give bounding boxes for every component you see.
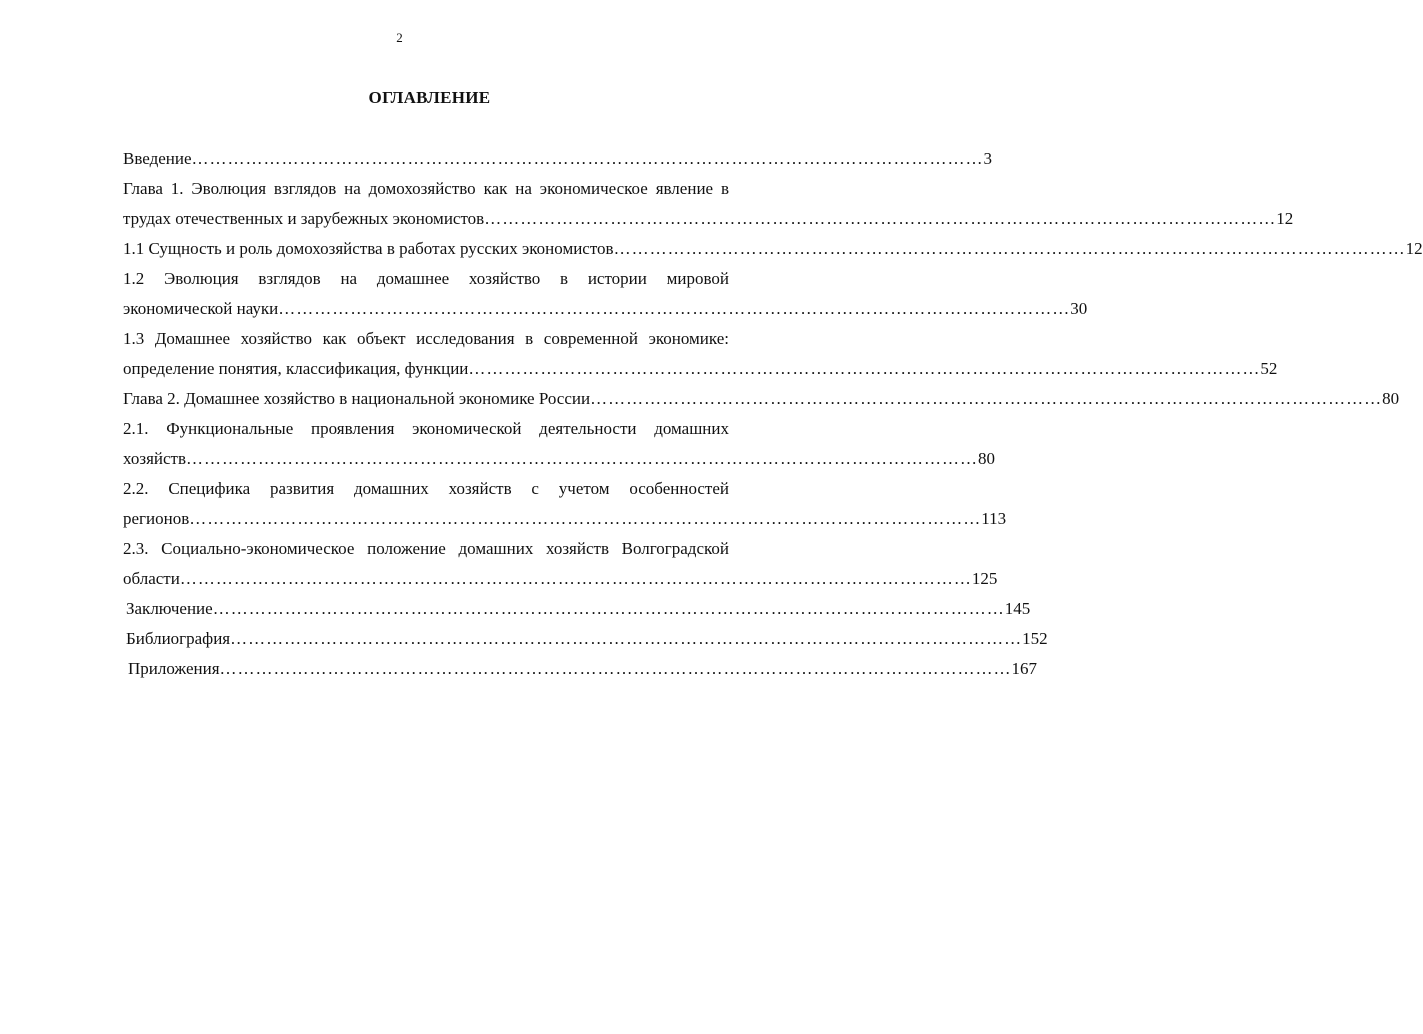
- table-of-contents: [123, 144, 1423, 684]
- toc-entry-section-2-3-line-1: 2.3. Социально-экономическое положение домашних хозяйств Волгоградской: [123, 539, 729, 558]
- toc-dot-leader: ……………………………………………………………………………………………………………………: [278, 299, 1071, 318]
- toc-entry-bibliography: [123, 624, 1048, 654]
- toc-dot-leader: ……………………………………………………………………………………………………………………: [191, 149, 984, 168]
- toc-entry-title: регионов: [123, 509, 190, 528]
- toc-dot-leader: ……………………………………………………………………………………………………………………: [219, 659, 1012, 678]
- toc-entry-section-2-2-line-1: 2.2. Специфика развития домашних хозяйств с учетом особенностей: [123, 479, 729, 498]
- toc-dot-leader: ……………………………………………………………………………………………………………………: [484, 209, 1277, 228]
- toc-dot-leader: ……………………………………………………………………………………………………………………: [230, 629, 1023, 648]
- toc-entry-page: 125: [971, 569, 998, 588]
- toc-entry-conclusion: [123, 594, 1031, 624]
- toc-entry-page: 145: [1004, 599, 1031, 618]
- toc-entry-section-2-3: [123, 564, 998, 594]
- toc-entry-section-1-2-line-1: 1.2 Эволюция взглядов на домашнее хозяйство в истории мировой: [123, 269, 729, 288]
- toc-dot-leader: ……………………………………………………………………………………………………………………: [189, 509, 982, 528]
- toc-entry-section-2-1: [123, 444, 995, 474]
- toc-entry-page: 52: [1260, 359, 1278, 378]
- toc-entry-section-2-1-line-1: 2.1. Функциональные проявления экономической деятельности домашних: [123, 419, 729, 438]
- page-title: ОГЛАВЛЕНИЕ: [368, 88, 491, 107]
- toc-entry-section-2-2: [123, 504, 1007, 534]
- toc-entry-title: определение понятия, классификация, функции: [123, 359, 469, 378]
- toc-dot-leader: ……………………………………………………………………………………………………………………: [186, 449, 978, 468]
- toc-entry-introduction: [123, 144, 993, 174]
- toc-entry-page: 152: [1022, 629, 1048, 648]
- toc-entry-chapter-1: [123, 204, 1294, 234]
- toc-dot-leader: ……………………………………………………………………………………………………………………: [613, 239, 1406, 258]
- toc-entry-page: 80: [978, 449, 995, 468]
- toc-entry-section-1-2: [123, 294, 1088, 324]
- toc-entry-title: области: [123, 569, 180, 588]
- toc-entry-title: Приложения: [128, 659, 220, 678]
- toc-entry-title: Заключение: [126, 599, 213, 618]
- toc-entry-page: 30: [1070, 299, 1088, 318]
- toc-entry-title: Введение: [123, 149, 192, 168]
- toc-entry-chapter-1-line-1: Глава 1. Эволюция взглядов на домохозяйство как на экономическое явление в: [123, 179, 729, 198]
- toc-entry-page: 113: [981, 509, 1007, 528]
- page-number: 2: [396, 30, 403, 45]
- toc-entry-section-1-1: [123, 234, 1423, 264]
- toc-entry-page: 3: [983, 149, 993, 168]
- toc-entry-title: хозяйств: [123, 449, 186, 468]
- toc-entry-title: Библиография: [126, 629, 231, 648]
- toc-entry-page: 12: [1405, 239, 1423, 258]
- toc-dot-leader: ……………………………………………………………………………………………………………………: [179, 569, 972, 588]
- toc-entry-page: 12: [1276, 209, 1294, 228]
- toc-entry-chapter-2: [123, 384, 1400, 414]
- toc-dot-leader: ……………………………………………………………………………………………………………………: [590, 389, 1383, 408]
- toc-entry-section-1-3: [123, 354, 1278, 384]
- toc-entry-section-1-3-line-1: 1.3 Домашнее хозяйство как объект исследования в современной экономике:: [123, 329, 729, 348]
- toc-entry-page: 80: [1382, 389, 1400, 408]
- toc-dot-leader: ……………………………………………………………………………………………………………………: [468, 359, 1261, 378]
- toc-dot-leader: ……………………………………………………………………………………………………………………: [212, 599, 1005, 618]
- toc-entry-title: 1.1 Сущность и роль домохозяйства в работах русских экономистов: [123, 239, 614, 258]
- toc-entry-page: 167: [1011, 659, 1038, 678]
- toc-entry-title: экономической науки: [123, 299, 279, 318]
- toc-entry-appendices: [123, 654, 1038, 684]
- toc-entry-title: Глава 2. Домашнее хозяйство в национальной экономике России: [123, 389, 591, 408]
- toc-entry-title: трудах отечественных и зарубежных экономистов: [123, 209, 485, 228]
